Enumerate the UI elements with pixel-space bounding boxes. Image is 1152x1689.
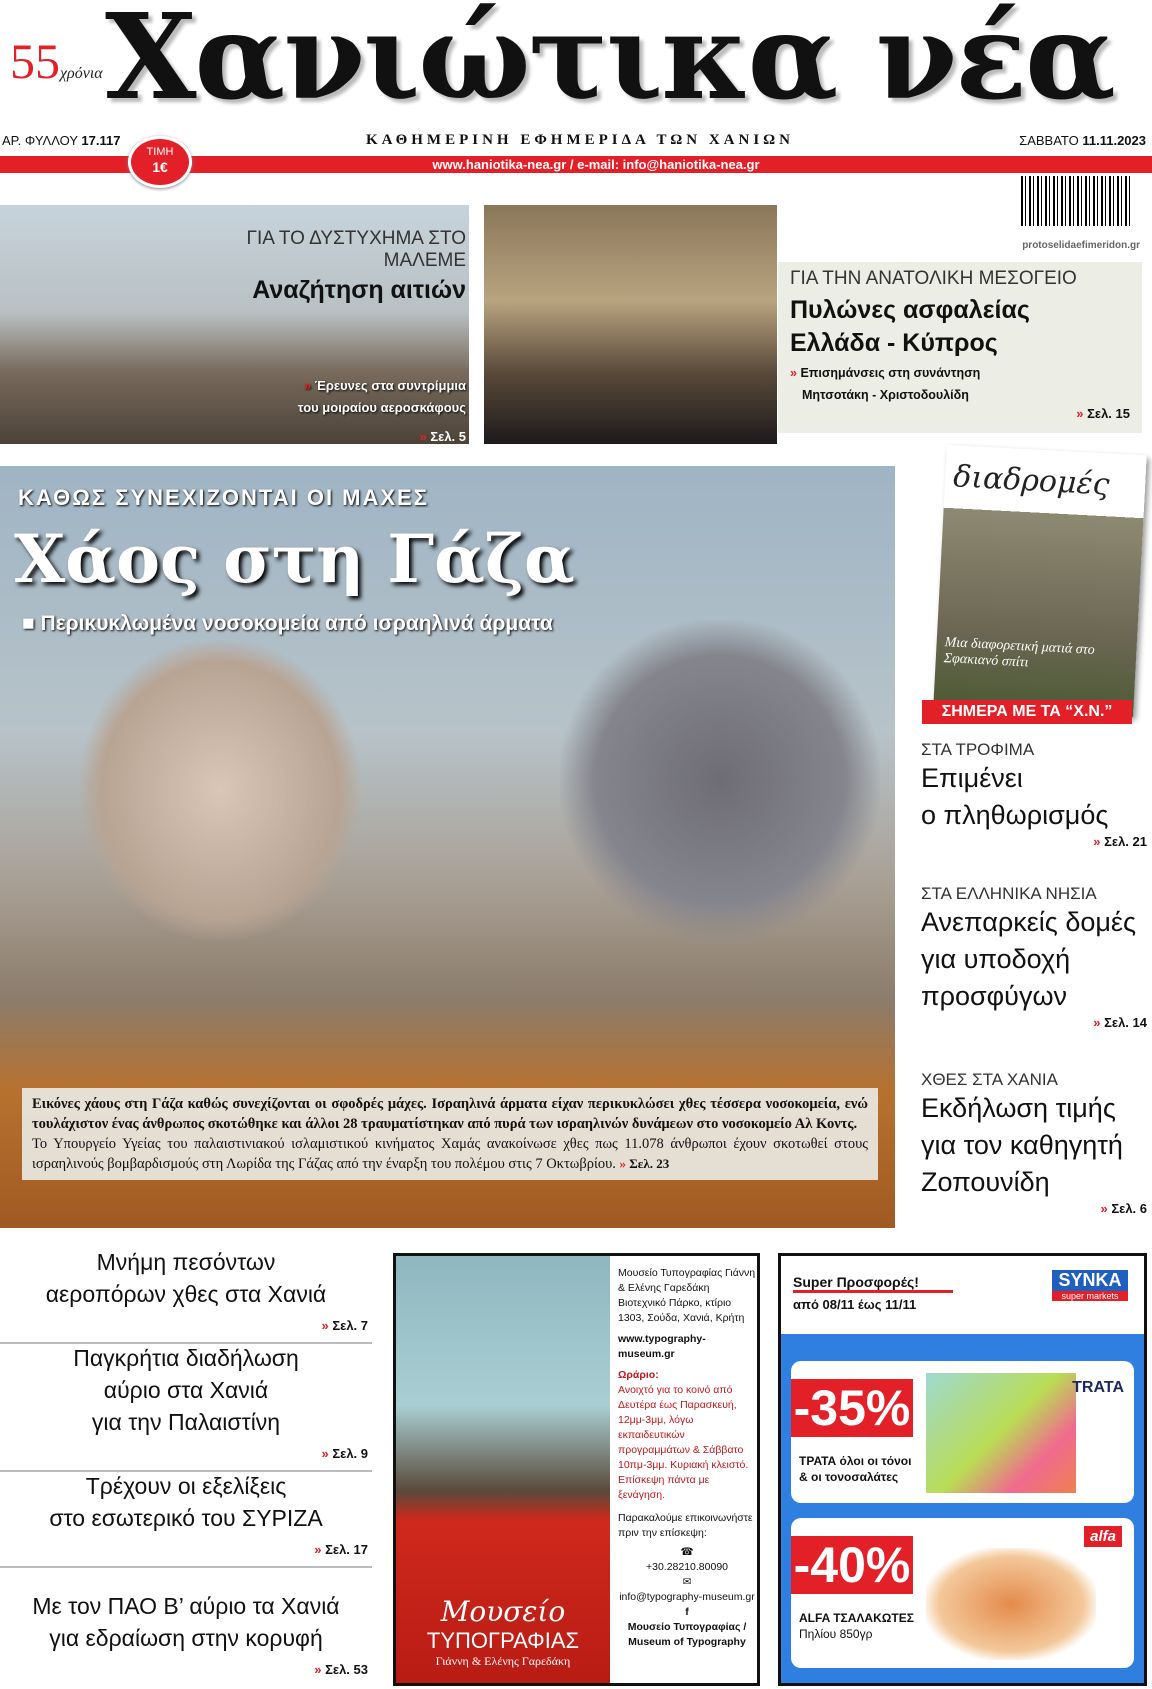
discount-badge: -35%: [791, 1379, 913, 1437]
offer-card: [791, 1518, 1134, 1668]
contact-bar[interactable]: www.haniotika-nea.gr / e-mail: info@haniotika-nea.gr: [0, 156, 1152, 173]
right-story[interactable]: ΣΤΑ ΕΛΛΗΝΙΚΑ ΝΗΣΙΑ Ανεπαρκείς δομές για υποδοχή προσφύγων » Σελ. 14: [921, 884, 1147, 1030]
story-sub: Μητσοτάκη - Χριστοδουλίδη: [802, 388, 969, 402]
email-icon: ✉: [682, 1576, 692, 1588]
anniversary-logo: 55χρόνια: [10, 33, 103, 89]
supplement-banner: ΣΗΜΕΡΑ ΜΕ ΤΑ “Χ.Ν.”: [922, 700, 1132, 724]
issue-number: ΑΡ. ΦΥΛΛΟΥ 17.117: [2, 133, 121, 148]
story-sub: Έρευνες στα συντρίμμια: [314, 378, 466, 393]
left-story[interactable]: Τρέχουν οι εξελίξεις στο εσωτερικό του ΣΥΡΙΖΑ » Σελ. 17: [0, 1470, 372, 1568]
product-image: [926, 1548, 1096, 1660]
smoke-plume: [80, 640, 360, 940]
product-image: [926, 1373, 1076, 1493]
leaders-photo: [484, 205, 777, 444]
offer-product: ALFA ΤΣΑΛΑΚΩΤΕΣ Πηλίου 850γρ: [799, 1611, 914, 1641]
story-title: Πυλώνες ασφαλείας: [790, 296, 1030, 324]
page-ref: Σελ. 5: [430, 429, 466, 444]
offer-brand: alfa: [1084, 1526, 1122, 1547]
left-story[interactable]: Μνήμη πεσόντων αεροπόρων χθες στα Χανιά » Σελ. 7: [0, 1246, 372, 1344]
story-sub: του μοιραίου αεροσκάφους: [297, 400, 466, 415]
page-ref: Σελ. 23: [629, 1156, 670, 1171]
source-label: protoselidaefimeridon.gr: [1022, 240, 1140, 251]
museum-ad[interactable]: [393, 1253, 760, 1686]
top-left-story[interactable]: ΓΙΑ ΤΟ ΔΥΣΤΥΧΗΜΑ ΣΤΟ ΜΑΛΕΜΕ Αναζήτηση αιτιών » Έρευνες στα συντρίμμια του μοιραίου αεροσκάφους » Σελ. 5: [170, 228, 466, 444]
offer-brand: TRATA: [1072, 1379, 1124, 1396]
lead-caption: Εικόνες χάους στη Γάζα καθώς συνεχίζονται οι σφοδρές μάχες. Ισραηλινά άρματα είχαν περικυκλώσει χθες τέσσερα νοσοκομεία, ενώ τουλάχιστον ένας άνθρωπος σκοτώθηκε και άλλοι 28 τραυματίστηκαν από πυρά των ισραηλινών δυνάμεων στο νοσοκομείο Αλ Κοντς. Το Υπουργείο Υγείας του παλαιστινιακού ισλαμιστικού κινήματος Χαμάς ανακοίνωσε χθες πως 11.078 άνθρωποι έχουν σκοτωθεί στους ισραηλινούς βομβαρδισμούς στη Λωρίδα της Γάζας από την έναρξη του πολέμου στις 7 Οκτωβρίου. » Σελ. 23: [22, 1088, 878, 1180]
story-title: Ελλάδα - Κύπρος: [790, 329, 998, 357]
synka-ad[interactable]: Super Προσφορές! από 08/11 έως 11/11 SYNKA super markets -35% TRATA ΤΡΑΤΑ όλοι οι τόνοι & οι τονοσαλάτες -40% alfa ALFA ΤΣΑΛΑΚΩΤΕΣ Πηλίου 850γρ: [778, 1253, 1147, 1686]
lead-title[interactable]: Χάος στη Γάζα: [14, 520, 575, 598]
newspaper-title: Χανιώτικα νέα: [105, 0, 1114, 126]
synka-logo: SYNKA super markets: [1052, 1270, 1128, 1301]
price-badge: ΤΙΜΗ 1€: [128, 136, 192, 188]
supplement-cover[interactable]: διαδρομές Μια διαφορετική ματιά στο Σφακιανό σπίτι: [933, 445, 1146, 717]
story-kicker: ΓΙΑ ΤΟ ΔΥΣΤΥΧΗΜΑ ΣΤΟ ΜΑΛΕΜΕ: [246, 228, 466, 271]
offer-product: ΤΡΑΤΑ όλοι οι τόνοι & οι τονοσαλάτες: [799, 1454, 912, 1484]
story-kicker: ΓΙΑ ΤΗΝ ΑΝΑΤΟΛΙΚΗ ΜΕΣΟΓΕΙΟ: [790, 268, 1077, 289]
story-sub: Επισημάνσεις στη συνάντηση: [800, 366, 981, 380]
barcode: [1021, 176, 1131, 226]
museum-photo: Μουσείο ΤΥΠΟΓΡΑΦΙΑΣ Γιάννη & Ελένης Γαρεδάκη: [396, 1256, 610, 1683]
left-story[interactable]: Με τον ΠΑΟ Β’ αύριο τα Χανιά για εδραίωση στην κορυφή » Σελ. 53: [32, 1593, 368, 1677]
discount-badge: -40%: [791, 1536, 913, 1594]
issue-date: ΣΑΒΒΑΤΟ 11.11.2023: [1019, 133, 1146, 148]
left-story[interactable]: Παγκρήτια διαδήλωση αύριο στα Χανιά για την Παλαιστίνη » Σελ. 9: [0, 1342, 372, 1472]
top-right-story[interactable]: ΓΙΑ ΤΗΝ ΑΝΑΤΟΛΙΚΗ ΜΕΣΟΓΕΙΟ Πυλώνες ασφαλείας Ελλάδα - Κύπρος » Επισημάνσεις στη συνάντηση Μητσοτάκη - Χριστοδουλίδη » Σελ. 15: [778, 262, 1142, 433]
lead-subtitle: ■ Περικυκλωμένα νοσοκομεία από ισραηλινά άρματα: [22, 612, 553, 635]
museum-info: Μουσείο Τυπογραφίας Γιάννη & Ελένης Γαρεδάκη Βιοτεχνικό Πάρκο, κτίριο 1303, Σούδα, Χανιά, Κρήτη www.typography-museum.gr Ωράριο: Ανοιχτό για το κοινό από Δευτέρα έως Παρασκευή, 12μμ-3μμ, λόγω εκπαιδευτικών προγραμμάτων & Σάββατο 10πμ-3μμ. Κυριακή κλειστό. Επίσκεψη πάντα με ξενάγηση. Παρακαλούμε επικοινωνήστε πριν την επίσκεψη: ☎ +30.28210.80090 ✉ info@typography-museum.gr f Μουσείο Τυπογραφίας / Museum of Typography: [618, 1267, 756, 1648]
facebook-icon: f: [685, 1606, 689, 1618]
phone-icon: ☎: [680, 1546, 694, 1558]
right-story[interactable]: ΣΤΑ ΤΡΟΦΙΜΑ Επιμένει ο πληθωρισμός » Σελ. 21: [921, 740, 1147, 849]
smoke-plume: [560, 620, 880, 940]
tagline: ΚΑΘΗΜΕΡΙΝΗ ΕΦΗΜΕΡΙΔΑ ΤΩΝ ΧΑΝΙΩΝ: [365, 132, 795, 148]
offer-card: [791, 1361, 1134, 1503]
story-title: Αναζήτηση αιτιών: [252, 276, 466, 304]
page-ref: Σελ. 15: [1087, 406, 1130, 421]
right-story[interactable]: ΧΘΕΣ ΣΤΑ ΧΑΝΙΑ Εκδήλωση τιμής για τον καθηγητή Ζοπουνίδη » Σελ. 6: [921, 1070, 1147, 1216]
lead-kicker: ΚΑΘΩΣ ΣΥΝΕΧΙΖΟΝΤΑΙ ΟΙ ΜΑΧΕΣ: [18, 485, 429, 510]
